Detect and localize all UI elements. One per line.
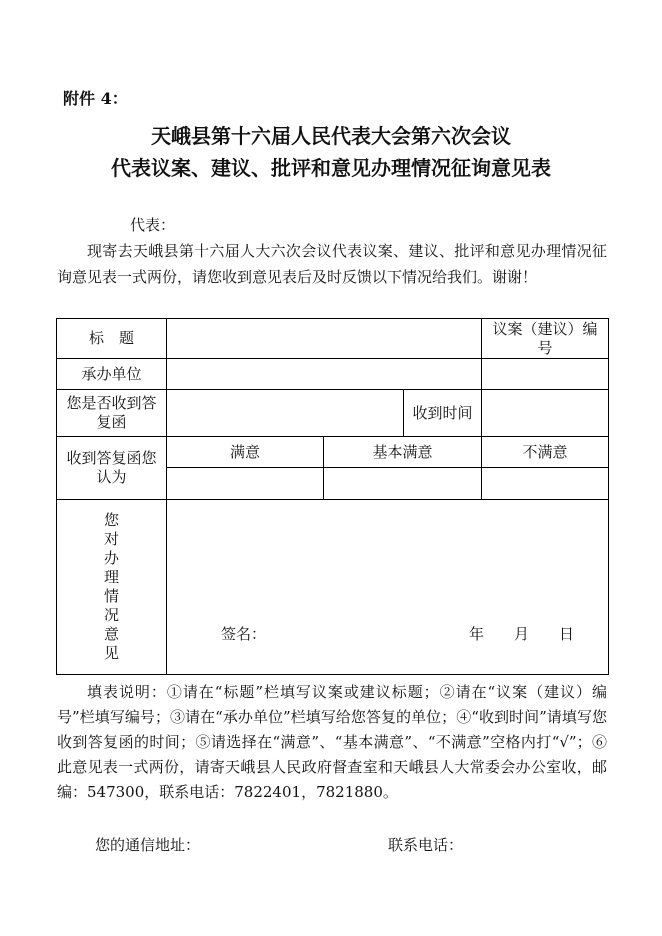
number-input-cell[interactable] [482, 359, 609, 390]
number-label-cell: 议案（建议）编号 [482, 319, 609, 359]
basic-satisfied-header: 基本满意 [324, 437, 482, 468]
opinion-char: 情 [103, 587, 119, 605]
attachment-label: 附件 4： [63, 89, 128, 108]
received-input-cell[interactable] [167, 390, 404, 437]
opinion-char: 理 [103, 568, 119, 586]
title-line-2: 代表议案、建议、批评和意见办理情况征询意见表 [111, 156, 551, 180]
intro-paragraph: 现寄去天峨县第十六届人大六次会议代表议案、建议、批评和意见办理情况征询意见表一式两份，请您收到意见表后及时反馈以下情况给我们。谢谢！ [57, 242, 607, 286]
date-month: 月 [514, 625, 530, 643]
fill-instructions: 填表说明：①请在“标题”栏填写议案或建议标题；②请在“议案（建议）编号”栏填写编号；③请在“承办单位”栏填写给您答复的单位；④“收到时间”请填写您收到答复函的时间；⑤请选择在“满意”、“基本满意”、“不满意”空格内打“√”；⑥此意见表一式两份，请寄天峨县人民政府督查室和天峨县人大常委会办公室收，邮编：547300，联系电话：7822401，7821880。 [57, 683, 607, 801]
basic-satisfied-checkbox-cell[interactable] [324, 468, 482, 500]
title-label-cell: 标 题 [57, 319, 167, 359]
unit-input-cell[interactable] [167, 359, 482, 390]
title-input-cell[interactable] [167, 319, 482, 359]
opinion-char: 况 [103, 606, 119, 624]
satisfied-checkbox-cell[interactable] [167, 468, 324, 500]
unsatisfied-checkbox-cell[interactable] [482, 468, 609, 500]
unit-label-cell: 承办单位 [57, 359, 167, 390]
opinion-label-cell [57, 500, 167, 675]
representative-label: 代表： [130, 216, 176, 234]
opinion-char: 意 [103, 625, 119, 643]
address-label: 您的通信地址： [95, 836, 201, 854]
date-year: 年 [469, 625, 485, 643]
received-time-label-cell: 收到时间 [404, 390, 482, 437]
unsatisfied-header: 不满意 [482, 437, 609, 468]
opinion-char: 您 [103, 511, 119, 529]
opinion-input-cell[interactable] [167, 500, 609, 675]
opinion-char: 办 [103, 549, 119, 567]
phone-label: 联系电话： [388, 836, 464, 854]
think-label-cell: 收到答复函您认为 [57, 437, 167, 500]
satisfied-header: 满意 [167, 437, 324, 468]
opinion-char: 对 [103, 530, 119, 548]
date-day: 日 [559, 625, 575, 643]
received-time-input-cell[interactable] [482, 390, 609, 437]
received-label-cell: 您是否收到答复函 [57, 390, 167, 437]
sign-label: 签名： [221, 625, 267, 643]
opinion-char: 见 [103, 644, 119, 662]
sign-date [469, 625, 604, 644]
survey-table [56, 318, 609, 675]
title-line-1: 天峨县第十六届人民代表大会第六次会议 [151, 124, 511, 148]
